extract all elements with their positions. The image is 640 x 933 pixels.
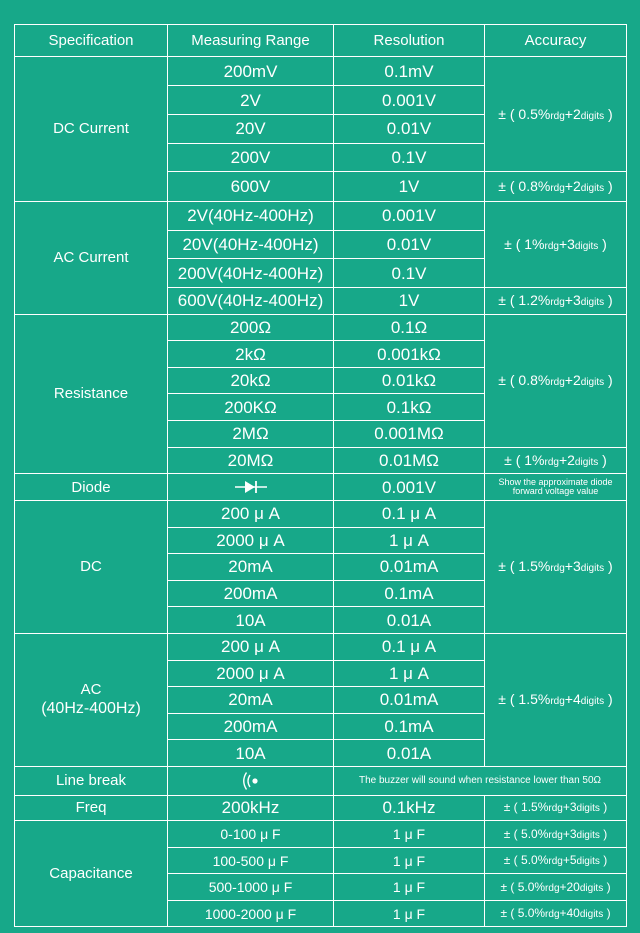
resolution-cell: 0.1mA — [334, 580, 485, 607]
resolution-cell: 0.01kΩ — [334, 367, 485, 394]
table-row — [15, 202, 627, 231]
category-dc-voltage: DC Current — [15, 56, 168, 201]
range-cell: 200mA — [168, 713, 334, 740]
spec-table — [14, 24, 627, 927]
accuracy-cell: ± ( 5.0%rdg+3digits ) — [485, 821, 627, 848]
range-cell: 200mV — [168, 56, 334, 86]
range-cell: 0-100 μ F — [168, 821, 334, 848]
resolution-cell: 1 μ F — [334, 847, 485, 874]
resolution-cell: 0.1Ω — [334, 314, 485, 341]
accuracy-cell: ± ( 1.5%rdg+3digits ) — [485, 795, 627, 821]
header-specification: Specification — [15, 25, 168, 57]
category-freq: Freq — [15, 795, 168, 821]
resolution-cell: 0.01mA — [334, 554, 485, 581]
resolution-cell: 0.01V — [334, 115, 485, 144]
buzzer-note: The buzzer will sound when resistance lower than 50Ω — [334, 767, 627, 796]
range-cell: 200kHz — [168, 795, 334, 821]
diode-symbol-cell — [168, 474, 334, 501]
header-row — [15, 25, 627, 57]
table-row — [15, 474, 627, 501]
accuracy-cell: ± ( 5.0%rdg+5digits ) — [485, 847, 627, 874]
range-cell: 20mA — [168, 687, 334, 714]
range-cell: 20MΩ — [168, 447, 334, 474]
category-capacitance: Capacitance — [15, 821, 168, 927]
resolution-cell: 0.1V — [334, 259, 485, 288]
accuracy-cell: ± ( 1.5%rdg+3digits ) — [485, 500, 627, 633]
accuracy-cell: ± ( 1%rdg+2digits ) — [485, 447, 627, 474]
resolution-cell: 0.001V — [334, 474, 485, 501]
resolution-cell: 0.01MΩ — [334, 447, 485, 474]
range-cell: 20V(40Hz-400Hz) — [168, 230, 334, 259]
resolution-cell: 0.1V — [334, 143, 485, 172]
accuracy-cell: ± ( 0.8%rdg+2digits ) — [485, 314, 627, 447]
category-dc-current: DC — [15, 500, 168, 633]
header-accuracy: Accuracy — [485, 25, 627, 57]
resolution-cell: 0.1 μ A — [334, 633, 485, 660]
range-cell: 2000 μ A — [168, 527, 334, 554]
category-resistance: Resistance — [15, 314, 168, 474]
diode-symbol-icon — [234, 480, 268, 494]
accuracy-cell: ± ( 1.5%rdg+4digits ) — [485, 633, 627, 766]
range-cell: 1000-2000 μ F — [168, 901, 334, 927]
range-cell: 10A — [168, 740, 334, 767]
table-row — [15, 767, 627, 796]
table-row — [15, 314, 627, 341]
resolution-cell: 0.001V — [334, 202, 485, 231]
range-cell: 2kΩ — [168, 341, 334, 368]
resolution-cell: 1 μ A — [334, 660, 485, 687]
range-cell: 2V — [168, 86, 334, 115]
table-row — [15, 633, 627, 660]
resolution-cell: 0.001V — [334, 86, 485, 115]
resolution-cell: 0.001kΩ — [334, 341, 485, 368]
resolution-cell: 0.1mV — [334, 56, 485, 86]
range-cell: 600V(40Hz-400Hz) — [168, 288, 334, 315]
category-line-break: Line break — [15, 767, 168, 796]
table-row — [15, 795, 627, 821]
range-cell: 200V(40Hz-400Hz) — [168, 259, 334, 288]
range-cell: 200V — [168, 143, 334, 172]
header-measuring-range: Measuring Range — [168, 25, 334, 57]
resolution-cell: 0.01A — [334, 607, 485, 634]
range-cell: 200 μ A — [168, 633, 334, 660]
resolution-cell: 0.01A — [334, 740, 485, 767]
category-ac-voltage: AC Current — [15, 202, 168, 315]
resolution-cell: 0.001MΩ — [334, 421, 485, 448]
resolution-cell: 1 μ F — [334, 821, 485, 848]
resolution-cell: 0.1 μ A — [334, 500, 485, 527]
range-cell: 100-500 μ F — [168, 847, 334, 874]
table-row — [15, 821, 627, 848]
range-cell: 2V(40Hz-400Hz) — [168, 202, 334, 231]
range-cell: 20V — [168, 115, 334, 144]
accuracy-cell: ± ( 0.8%rdg+2digits ) — [485, 172, 627, 202]
resolution-cell: 1V — [334, 172, 485, 202]
accuracy-cell: ± ( 0.5%rdg+2digits ) — [485, 56, 627, 172]
resolution-cell: 0.01mA — [334, 687, 485, 714]
resolution-cell: 1 μ A — [334, 527, 485, 554]
range-cell: 200Ω — [168, 314, 334, 341]
range-cell: 10A — [168, 607, 334, 634]
resolution-cell: 1 μ F — [334, 874, 485, 901]
resolution-cell: 1V — [334, 288, 485, 315]
accuracy-cell: ± ( 1%rdg+3digits ) — [485, 202, 627, 288]
category-ac-current: AC (40Hz-400Hz) — [15, 633, 168, 766]
range-cell: 500-1000 μ F — [168, 874, 334, 901]
resolution-cell: 1 μ F — [334, 901, 485, 927]
buzzer-sound-icon — [239, 770, 263, 792]
accuracy-cell: ± ( 1.2%rdg+3digits ) — [485, 288, 627, 315]
table-row — [15, 56, 627, 86]
table-row — [15, 500, 627, 527]
range-cell: 2MΩ — [168, 421, 334, 448]
accuracy-cell: ± ( 5.0%rdg+20digits ) — [485, 874, 627, 901]
resolution-cell: 0.1kHz — [334, 795, 485, 821]
range-cell: 200 μ A — [168, 500, 334, 527]
resolution-cell: 0.01V — [334, 230, 485, 259]
category-diode: Diode — [15, 474, 168, 501]
accuracy-cell: ± ( 5.0%rdg+40digits ) — [485, 901, 627, 927]
range-cell: 200mA — [168, 580, 334, 607]
resolution-cell: 0.1kΩ — [334, 394, 485, 421]
header-resolution: Resolution — [334, 25, 485, 57]
diode-note: Show the approximate diode forward voltage value — [485, 474, 627, 501]
range-cell: 20mA — [168, 554, 334, 581]
range-cell: 20kΩ — [168, 367, 334, 394]
resolution-cell: 0.1mA — [334, 713, 485, 740]
range-cell: 200KΩ — [168, 394, 334, 421]
buzzer-symbol-cell — [168, 767, 334, 796]
range-cell: 600V — [168, 172, 334, 202]
range-cell: 2000 μ A — [168, 660, 334, 687]
